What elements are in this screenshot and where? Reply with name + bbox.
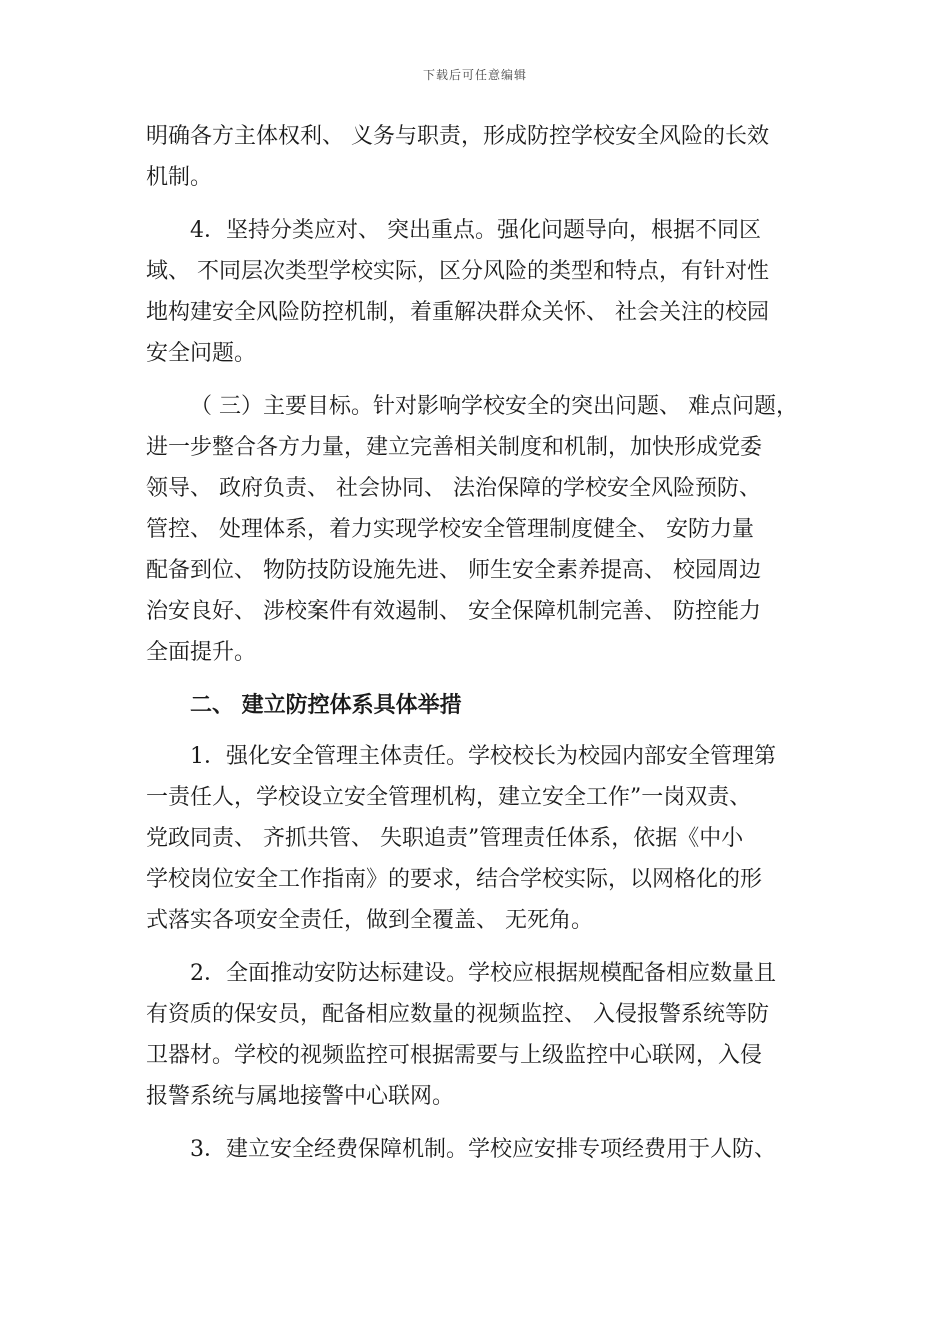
text-line: 地构建安全风险防控机制，着重解决群众关怀、 社会关注的校园 [146,300,769,325]
text-line: 明确各方主体权利、 义务与职责，形成防控学校安全风险的长效 [146,124,769,149]
text-line: 报警系统与属地接警中心联网。 [146,1084,455,1109]
document-body [146,116,810,1182]
text-line: 1．强化安全管理主体责任。学校校长为校园内部安全管理第 [190,744,776,769]
text-line: 治安良好、 涉校案件有效遏制、 安全保障机制完善、 防控能力 [146,599,761,624]
text-line: 安全问题。 [146,341,257,366]
paragraph [146,953,810,1117]
text-line: 学校岗位安全工作指南》的要求，结合学校实际，以网格化的形 [146,867,763,892]
text-line: （ 三）主要目标。针对影响学校安全的突出问题、 难点问题， [190,394,798,419]
paragraph [146,210,810,374]
text-line: 2．全面推动安防达标建设。学校应根据规模配备相应数量且 [190,961,776,986]
paragraph [146,736,810,941]
section-heading: 二、 建立防控体系具体举措 [190,693,462,718]
text-line: 式落实各项安全责任，做到全覆盖、 无死角。 [146,908,593,933]
text-line: 全面提升。 [146,640,257,665]
text-line: 卫器材。学校的视频监控可根据需要与上级监控中心联网，入侵 [146,1043,763,1068]
text-line: 有资质的保安员，配备相应数量的视频监控、 入侵报警系统等防 [146,1002,769,1027]
paragraphs-after-heading [146,736,810,1170]
paragraph [146,386,810,673]
text-line: 域、 不同层次类型学校实际，区分风险的类型和特点，有针对性 [146,259,769,284]
text-line: 机制。 [146,165,213,190]
text-line: 管控、 处理体系，着力实现学校安全管理制度健全、 安防力量 [146,517,754,542]
text-line: 配备到位、 物防技防设施先进、 师生安全素养提高、 校园周边 [146,558,761,583]
page-header: 下载后可任意编辑 [422,68,527,82]
text-line: 3．建立安全经费保障机制。学校应安排专项经费用于人防、 [190,1137,776,1162]
text-line: 进一步整合各方力量，建立完善相关制度和机制，加快形成党委 [146,435,763,460]
text-line: 一责任人，学校设立安全管理机构，建立安全工作”一岗双责、 [146,785,752,810]
paragraphs-before-heading [146,116,810,673]
paragraph [146,116,810,198]
paragraph [146,1129,810,1170]
text-line: 4．坚持分类应对、 突出重点。强化问题导向，根据不同区 [190,218,761,243]
text-line: 党政同责、 齐抓共管、 失职追责”管理责任体系，依据《中小 [146,826,744,851]
text-line: 领导、 政府负责、 社会协同、 法治保障的学校安全风险预防、 [146,476,761,501]
